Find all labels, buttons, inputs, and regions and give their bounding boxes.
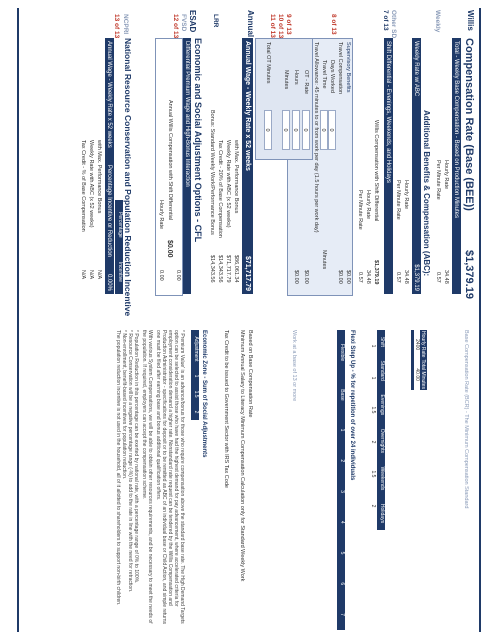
esad-note-e: The population reduction incentive is not used in the household, all of it allotted to shareholders to support non-birth children.	[115, 330, 121, 606]
esad-annual-value: $0.00	[166, 240, 173, 258]
annual-row-3-label: Tax Credit - 20% of Base Compensation	[217, 140, 223, 238]
ncpri-row-2-label: Weekly Rate with ABC (x 52 weeks)	[88, 140, 94, 228]
label-count-10: 10 of 13	[277, 14, 284, 39]
abc-mini-table	[411, 330, 427, 390]
label-count-8: 8 of 13	[330, 14, 337, 35]
shift-hourly-value: 34.48	[365, 270, 371, 284]
ot-hours-label: Hours	[293, 70, 299, 85]
annual-row-4-label: Bonus: Standard Weekly Work/Performance Bonus	[209, 110, 215, 235]
label-count-9: 9 of 13	[285, 14, 292, 35]
shift-scale-6: 2	[370, 504, 376, 508]
ncpri-row-1-value: N/A	[96, 270, 102, 280]
ot-total-label: Total OT Minutes	[265, 42, 271, 84]
days-worked-input[interactable]: 0	[328, 110, 336, 150]
annual-row-4-value: $14,343.56	[209, 255, 215, 283]
bee-hourly-label: Hourly Rate	[443, 160, 449, 190]
shift-scale-5: 1.5	[370, 470, 376, 478]
label-count-13: 13 of 13	[113, 14, 120, 39]
ot-total-input[interactable]: 0	[264, 110, 272, 150]
esad-note-a: With various System Compensations, we will be able to obtain other resources requirements, and be necessary to meet the needs of the population. If required, employers can accept the compensation scheme.	[141, 330, 153, 624]
label-willis: Willis	[466, 10, 475, 31]
shift-scale-4: 2	[370, 440, 376, 444]
ot-minutes-label: Minutes	[283, 70, 289, 90]
abc-per-minute-value: 0.57	[395, 272, 401, 283]
shift-col-overnights: Overnights	[379, 428, 385, 453]
flexi-col-2: 2	[339, 459, 345, 463]
esad-col-2: 2	[193, 410, 199, 414]
bee-right-title: Base Compensation Rate (BCR) - The Minimum Compensation Standard	[463, 330, 469, 509]
travel-allowance-note: Travel Allowance: 45 minutes to or from work per day (1.5 hours per work day)	[313, 42, 319, 233]
flexi-header-row	[337, 330, 345, 630]
shift-per-minute-value: 0.57	[357, 272, 363, 283]
label-other-sd: Other SD	[390, 10, 397, 39]
label-weekly: Weekly	[434, 10, 441, 33]
esad-hourly-label: Hourly Rate	[158, 200, 164, 230]
shift-band-text: Shift Differential - Evenings, Weekends, and Holidays	[385, 41, 392, 183]
shift-scale-1: 1	[370, 344, 376, 348]
ot-rate-input[interactable]: 0	[302, 110, 310, 150]
days-worked-label: Days Worked	[329, 60, 335, 93]
shift-header-row	[377, 330, 385, 530]
label-esad: ESAD	[188, 10, 197, 33]
label-count-7: 7 of 13	[382, 10, 389, 31]
ot-amount-2: $0.00	[293, 270, 299, 284]
bee-band-text: Total - Weekly Base Compensation - Based on Production Minutes	[453, 41, 460, 218]
esad-band	[183, 38, 191, 294]
annual-row-1-label: with Max. Performance Bonus	[233, 140, 239, 214]
shift-scale-row	[370, 330, 376, 522]
annual-right-text: Minimum Annual Salary to Literacy Minimum Compensation Calculation only for Standard Weekly Work	[239, 330, 245, 582]
label-lrr: LRR	[212, 14, 219, 28]
travel-time-input[interactable]: 0	[320, 110, 328, 150]
label-annual: Annual	[246, 10, 255, 38]
esad-col-adjustment: Adjustment	[193, 336, 199, 362]
travel-minutes-label: Minutes	[321, 250, 327, 270]
bee-per-minute-label: Per Minute Rate	[435, 160, 441, 200]
shift-col-holidays: Holidays	[379, 503, 385, 524]
supervisory-value-1: $0.00	[345, 270, 351, 284]
annual-row-1-value: $86,061.34	[233, 255, 239, 283]
bee-title: Compensation Rate (Base (BEE))	[463, 38, 475, 211]
ot-minutes-input[interactable]: 0	[282, 110, 290, 150]
abc-total: $1,379.19	[413, 264, 420, 291]
annual-tax-text: Tax Credit to be issued to Government Sector with IRS Tax Code	[223, 330, 229, 488]
ot-rate-label: OT - Rate	[303, 70, 309, 95]
esad-right-header	[191, 330, 199, 420]
esad-small-value: 0.00	[175, 270, 181, 281]
annual-row-3-value: $14,343.56	[217, 255, 223, 283]
annual-right-title: Based on Base Compensation Rate	[247, 330, 253, 418]
label-ncpri: NCPRI	[122, 14, 129, 35]
esad-hourly-value: 0.00	[158, 270, 164, 281]
esad-right-title: Economic Zone - Sum of Social Adjustments	[201, 330, 207, 458]
ot-amount-1: $0.00	[303, 270, 309, 284]
annual-band	[242, 38, 253, 294]
abc-hourly-label: Hourly Rate	[403, 180, 409, 210]
bee-hourly-value: 34.48	[443, 270, 449, 284]
ncpri-row-2-value: N/A	[88, 270, 94, 280]
flexi-col-3: 3	[339, 490, 345, 493]
flexi-title: Flexi Step Up - % for repetition of over 24 individuals	[349, 330, 355, 481]
abc-band	[412, 38, 421, 294]
bee-per-minute-value: 0.57	[435, 272, 441, 283]
ncpri-col-percentage: Percentage	[117, 212, 123, 238]
bottom-rule	[17, 8, 19, 632]
abc-weekly-label: Weekly Rate w/ ABC	[413, 41, 420, 97]
abc-per-minute-label: Per Minute Rate	[395, 180, 401, 220]
ncpri-annual-label: Annual Wage - Weekly Rate x 52 weeks	[106, 41, 113, 148]
abc-table-value-1: 2400	[414, 339, 420, 351]
supervisory-value-2: $0.00	[337, 270, 343, 284]
abc-hourly-value: 34.48	[403, 270, 409, 284]
label-count-11: 11 of 13	[269, 14, 276, 38]
label-count-12: 12 of 13	[172, 14, 179, 39]
esad-note-c: * Resource Conservation will be a negative percentage range (-%) to add to the rate in line with the need for retraction.	[127, 330, 133, 593]
flexi-col-7: 7	[339, 613, 345, 616]
annual-row-2-value: $71,717.79	[225, 255, 231, 283]
ncpri-row-1-label: with Max. Performance Bonus	[96, 140, 102, 214]
abc-table-value-2: 40.00	[414, 368, 420, 381]
ot-note: Work at a base of 13 or more	[291, 330, 297, 402]
shift-hourly-label: Hourly Rate	[365, 190, 371, 220]
abc-table-header-1: Hourly Rate	[420, 331, 426, 358]
ncpri-row-0-value: 0.00%	[106, 273, 113, 291]
shift-scale-3: 1.5	[370, 406, 376, 414]
esad-col-1: 1	[193, 374, 199, 378]
esad-band-text: Differential Premium Wage and High-Bonus Interaction	[184, 41, 190, 187]
bee-total: $1,379.19	[463, 250, 475, 299]
annual-total: $71,717.79	[244, 255, 251, 291]
esad-annual-label: Annual Willis Compensation with Shift Differential	[167, 100, 173, 221]
esad-note-d: * Non-enrollment, benefit-based incentives for population reduction.	[121, 330, 127, 480]
supervisory-label: Supervisory Benefits	[345, 42, 351, 93]
ncpri-row-3-value: N/A	[80, 270, 86, 280]
abc-title: Additional Benefits & Compensation (ABC):	[422, 110, 431, 277]
shift-willis-label: Willis Compensation with Shift Differential	[373, 120, 379, 222]
flexi-col-6: 6	[339, 582, 345, 586]
shift-scale-2: 1	[370, 376, 376, 380]
travel-label: Travel Compensation	[337, 42, 343, 95]
shift-per-minute-label: Per Minute Rate	[357, 190, 363, 230]
ot-hours-input[interactable]: 0	[292, 110, 300, 150]
ncpri-row-3-label: Tax Credit - % of Base Compensation	[80, 140, 86, 232]
ncpri-band	[105, 38, 114, 294]
shift-col-evenings: Evenings	[379, 394, 385, 416]
shift-col-standard: Standard	[379, 360, 385, 381]
shift-col-shift: Shift	[379, 336, 385, 347]
flexi-col-1: 1	[339, 428, 345, 432]
shift-willis-value: $1,379.19	[373, 260, 379, 285]
annual-title: Annual Wage - Weekly Rate x 52 weeks	[244, 41, 251, 171]
esad-col-15: 1.5	[193, 390, 199, 398]
shift-band	[384, 38, 393, 294]
esad-title: Economic and Social Adjustment Options - CFL	[193, 38, 203, 243]
ncpri-title: National Resource Conservation and Population Reduction Incentive	[123, 38, 133, 317]
shift-col-weekends: Weekends	[379, 466, 385, 491]
esad-note-b: * Population Reduction in this percentage can be exerted by national rate, with a percentage range of 0% to 100%.	[133, 330, 139, 584]
label-fvsd: FVSD	[180, 14, 187, 32]
bee-band	[452, 38, 461, 294]
esad-paragraph: * Premium Value' is an advance/bonus for those who require compensation above the standard base rate. The High Demand Targets option can be selected to assist those who have had the highest demand for pay advancement, where accelerated criteria for employment consideration demand a higher rate. Nonstandard rate request can be tendered by the Willis Compensation and Production Administrator - specifications for deposit or to be remitted as ABC of an individual base or Child Action, and simple returns one must be filed after earning base and bonus additional qualification offers.	[155, 330, 185, 625]
flexi-col-5: 5	[339, 551, 345, 555]
flexi-col-flexible: Flexible	[339, 343, 345, 362]
ncpri-col-incentive: Incentive	[117, 261, 123, 282]
abc-table-header-2: Total Minutes	[420, 359, 426, 389]
annual-row-2-label: Weekly Rate with ABC (x 52 weeks)	[225, 140, 231, 228]
ncpri-row-0-label: Percentage Incentive or Reduction	[106, 164, 113, 257]
top-rule	[479, 8, 481, 632]
flexi-col-base: Base	[339, 389, 345, 401]
ncpri-header	[115, 200, 123, 294]
travel-time-label: Travel Time	[321, 60, 327, 89]
flexi-col-4: 4	[339, 520, 345, 524]
